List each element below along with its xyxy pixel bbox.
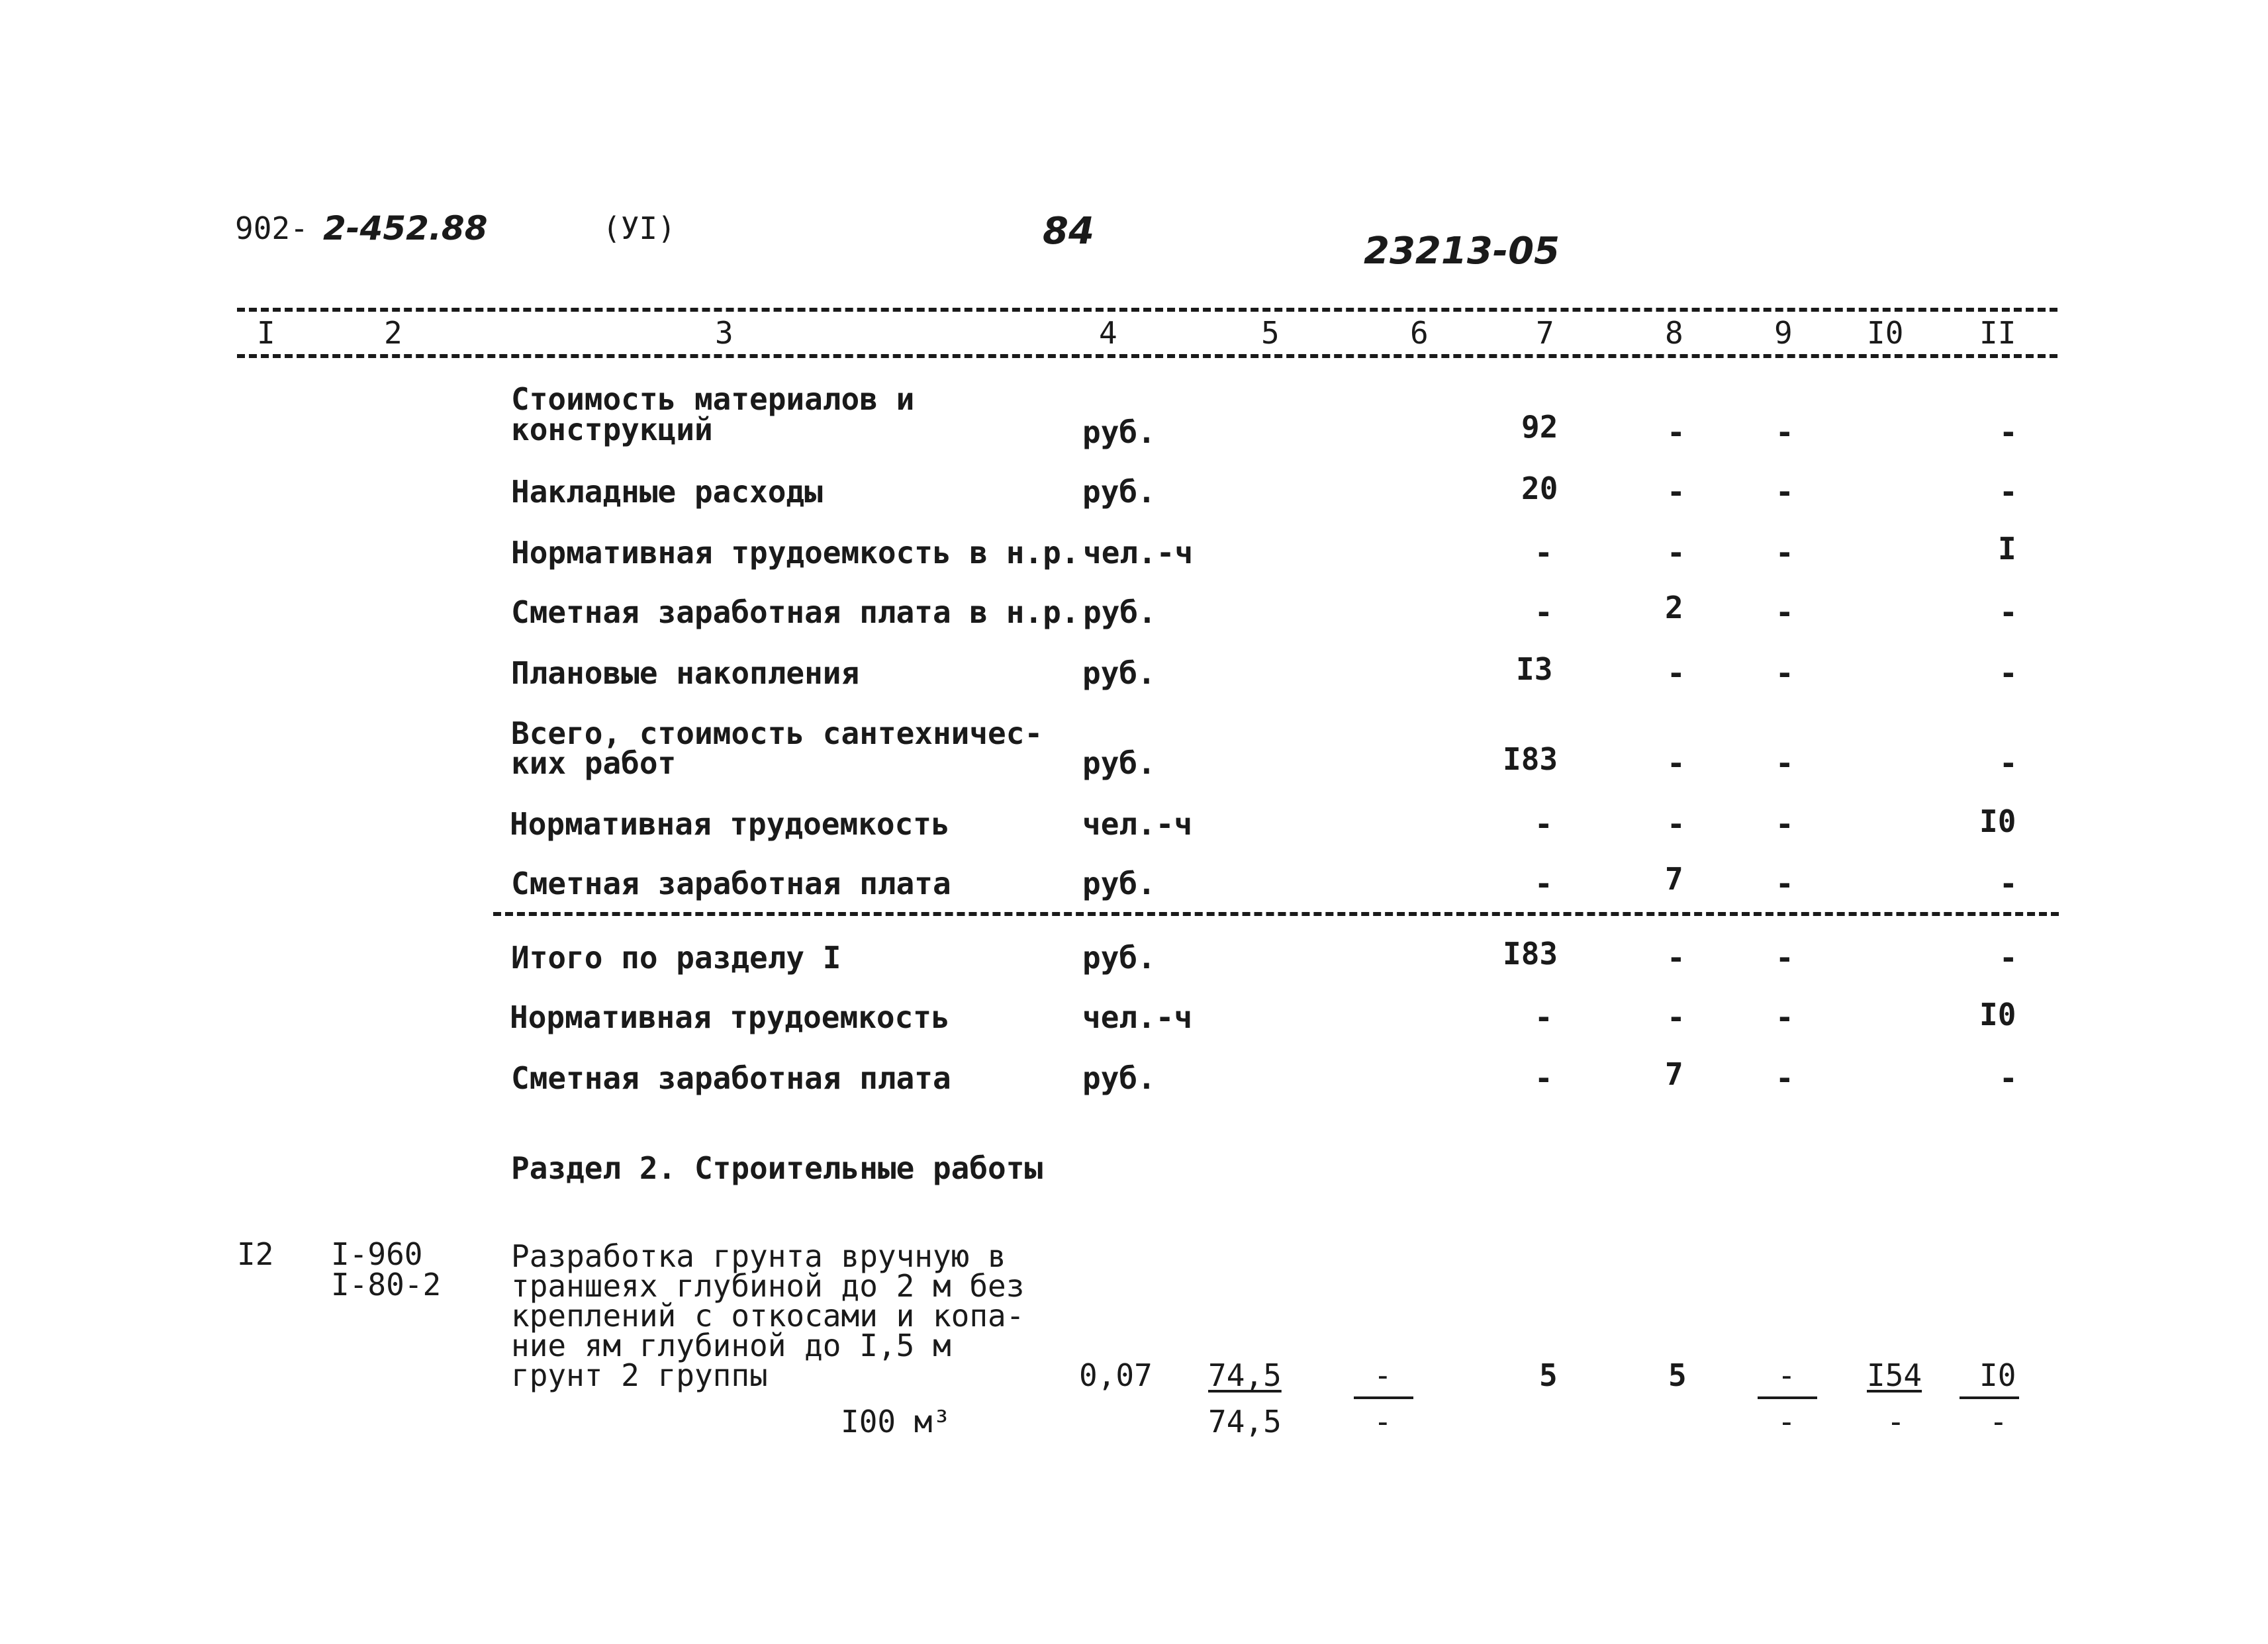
row-description: Сметная заработная плата [511, 1060, 951, 1096]
row-col11: I [1998, 531, 2016, 567]
row-col8: - [1667, 474, 1685, 510]
row-col11: - [1999, 866, 2018, 901]
row-col9: - [1775, 999, 1794, 1035]
row-col8: - [1667, 806, 1685, 842]
item-col10-numerator: I54 [1867, 1357, 1922, 1393]
item-code-secondary: I-80-2 [331, 1267, 442, 1302]
row-description: Итого по разделу I [511, 940, 841, 976]
row-col8: - [1667, 745, 1685, 781]
row-unit: руб. [1082, 414, 1156, 450]
row-col8: 7 [1665, 1056, 1683, 1092]
row-description: Стоимость материалов и [511, 381, 915, 417]
row-col8: - [1667, 940, 1685, 976]
item-col5-numerator: 74,5 [1208, 1357, 1282, 1393]
item-col9-denominator: - [1777, 1404, 1796, 1439]
item-col6-fraction-bar [1354, 1396, 1413, 1399]
row-description: Нормативная трудоемкость [510, 999, 950, 1035]
series-prefix: 902- [235, 210, 308, 246]
row-col7: - [1535, 866, 1553, 901]
row-col11: - [1999, 594, 2018, 630]
header-top-rule [237, 308, 2057, 312]
col-header-6: 6 [1410, 315, 1429, 351]
volume-label: (УI) [602, 210, 676, 246]
row-col7: 20 [1521, 471, 1558, 506]
row-col11: - [1999, 474, 2018, 510]
header-bottom-rule [237, 354, 2057, 358]
row-description: Сметная заработная плата в н.р. [511, 594, 1080, 630]
row-col8: - [1667, 535, 1685, 571]
col-header-7: 7 [1536, 315, 1554, 351]
row-col11: - [1999, 655, 2018, 691]
item-col11-fraction-bar [1960, 1396, 2019, 1399]
row-col8: 2 [1665, 590, 1683, 625]
row-col9: - [1775, 745, 1794, 781]
col-header-3: 3 [715, 315, 733, 351]
row-col11: I0 [1979, 803, 2016, 839]
item-description-line: ние ям глубиной до I,5 м [511, 1328, 951, 1363]
row-unit: руб. [1082, 1060, 1156, 1096]
row-unit: чел.-ч [1082, 999, 1193, 1035]
item-col8: 5 [1668, 1357, 1687, 1393]
row-col11: - [1999, 1060, 2018, 1096]
item-measure-unit: I00 м³ [841, 1404, 951, 1439]
col-header-5: 5 [1261, 315, 1280, 351]
row-col7: - [1535, 535, 1553, 571]
section-2-title: Раздел 2. Строительные работы [511, 1150, 1043, 1186]
row-unit: руб. [1082, 940, 1156, 976]
col-header-9: 9 [1774, 315, 1793, 351]
col-header-2: 2 [384, 315, 402, 351]
row-unit: чел.-ч [1083, 535, 1194, 571]
row-col9: - [1775, 535, 1794, 571]
item-code-primary: I-960 [331, 1236, 423, 1272]
document-number: 23213-05 [1364, 230, 1560, 273]
item-col11-numerator: I0 [1979, 1357, 2016, 1393]
item-description-line: траншеях глубиной до 2 м без [511, 1268, 1025, 1304]
row-col7: - [1535, 806, 1553, 842]
item-col9-fraction-bar [1758, 1396, 1817, 1399]
row-col9: - [1775, 1060, 1794, 1096]
row-col11: - [1999, 745, 2018, 781]
row-col9: - [1775, 474, 1794, 510]
row-unit: руб. [1082, 474, 1156, 510]
row-unit: чел.-ч [1082, 806, 1193, 842]
row-unit: руб. [1082, 655, 1156, 691]
item-col9-numerator: - [1777, 1357, 1796, 1393]
row-col8: 7 [1665, 861, 1683, 897]
row-col7: I83 [1503, 741, 1558, 777]
row-col9: - [1775, 866, 1794, 901]
row-col9: - [1775, 594, 1794, 630]
row-description: Сметная заработная плата [511, 866, 951, 901]
row-description-cont: конструкций [511, 412, 713, 447]
row-col9: - [1775, 414, 1794, 450]
row-description: Всего, стоимость сантехничес- [511, 715, 1043, 751]
row-col11: - [1999, 414, 2018, 450]
row-description: Плановые накопления [511, 655, 860, 691]
row-unit: руб. [1083, 594, 1157, 630]
row-col9: - [1775, 940, 1794, 976]
row-col9: - [1775, 806, 1794, 842]
col-header-4: 4 [1099, 315, 1117, 351]
item-description-line: креплений с откосами и копа- [511, 1298, 1025, 1334]
item-col6-denominator: - [1374, 1404, 1392, 1439]
col-header-1: I [257, 315, 275, 351]
row-description: Накладные расходы [511, 474, 823, 510]
row-description-cont: ких работ [511, 745, 677, 781]
row-col9: - [1775, 655, 1794, 691]
item-col7: 5 [1539, 1357, 1558, 1393]
row-col8: - [1667, 655, 1685, 691]
item-col11-denominator: - [1989, 1404, 2008, 1439]
row-col7: - [1535, 999, 1553, 1035]
row-col7: 92 [1521, 409, 1558, 445]
item-description-line: грунт 2 группы [511, 1357, 768, 1393]
row-description: Нормативная трудоемкость в н.р. [511, 535, 1080, 571]
page-number: 84 [1043, 210, 1094, 253]
section-divider [493, 912, 2059, 916]
row-col7: I3 [1516, 651, 1553, 687]
row-col7: - [1535, 594, 1553, 630]
row-description: Нормативная трудоемкость [510, 806, 950, 842]
col-header-10: I0 [1867, 315, 1904, 351]
row-col8: - [1667, 414, 1685, 450]
col-header-8: 8 [1665, 315, 1683, 351]
row-col11: I0 [1979, 997, 2016, 1032]
row-unit: руб. [1082, 745, 1156, 781]
item-description-line: Разработка грунта вручную в [511, 1238, 1006, 1274]
item-col10-denominator: - [1887, 1404, 1905, 1439]
row-col7: - [1535, 1060, 1553, 1096]
row-col7: I83 [1503, 936, 1558, 972]
row-col11: - [1999, 940, 2018, 976]
item-quantity: 0,07 [1079, 1357, 1153, 1393]
item-col6-numerator: - [1374, 1357, 1392, 1393]
row-unit: руб. [1082, 866, 1156, 901]
col-header-11: II [1979, 315, 2016, 351]
item-number: I2 [237, 1236, 274, 1272]
row-col8: - [1667, 999, 1685, 1035]
series-handwritten: 2-452.88 [323, 209, 488, 248]
item-col5-denominator: 74,5 [1208, 1404, 1282, 1439]
